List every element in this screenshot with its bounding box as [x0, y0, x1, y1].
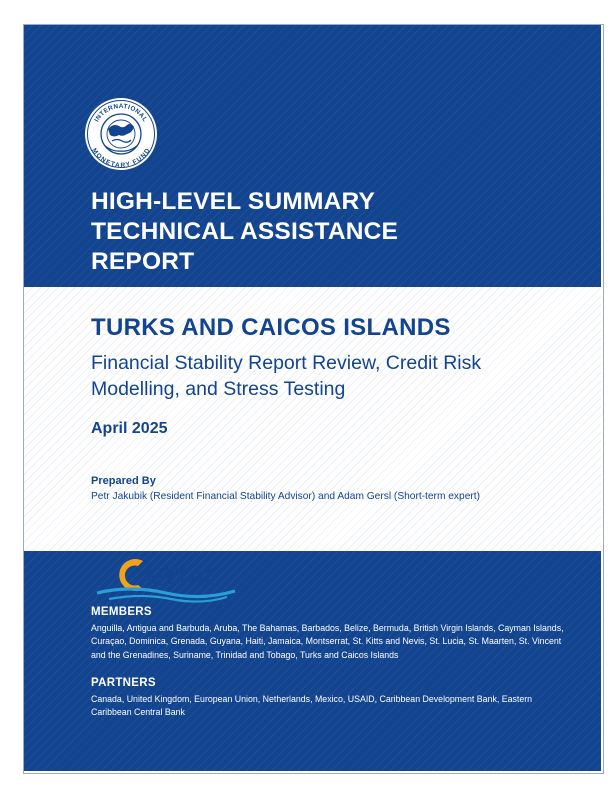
- report-type-line: REPORT: [91, 248, 195, 275]
- report-type-line: TECHNICAL ASSISTANCE: [91, 218, 399, 245]
- svg-text:INTERNATIONAL: INTERNATIONAL: [93, 103, 149, 124]
- svg-text:ARTAC: ARTAC: [141, 564, 223, 591]
- members-line: and the Grenadines, Suriname, Trinidad and Tobago, Turks and Caicos Islands: [91, 649, 399, 660]
- subtitle-line: Modelling, and Stress Testing: [91, 378, 346, 400]
- members-heading: MEMBERS: [91, 606, 152, 618]
- cartac-logo: [91, 555, 241, 603]
- country-title: TURKS AND CAICOS ISLANDS: [91, 314, 451, 341]
- members-line: Curaçao, Dominica, Grenada, Guyana, Haiti, Jamaica, Montserrat, St. Kitts and Nevis, St. Lucia, St. Maarten, St. Vincent: [91, 636, 562, 647]
- prepared-by-names: Petr Jakubik (Resident Financial Stability Advisor) and Adam Gersl (Short-term expert): [91, 491, 480, 502]
- subtitle-line: Financial Stability Report Review, Credit Risk: [91, 352, 482, 374]
- partners-line: Canada, United Kingdom, European Union, Netherlands, Mexico, USAID, Caribbean Development Bank, Eastern: [91, 694, 533, 704]
- report-date: April 2025: [91, 420, 168, 437]
- members-line: Anguilla, Antigua and Barbuda, Aruba, The Bahamas, Barbados, Belize, Bermuda, British Virgin Islands, Cayman Islands,: [91, 623, 564, 633]
- imf-seal-logo: [83, 96, 159, 172]
- partners-heading: PARTNERS: [91, 677, 156, 689]
- report-type-title: [91, 187, 561, 277]
- partners-list: [91, 693, 578, 720]
- members-list: [91, 622, 578, 662]
- svg-text:MONETARY FUND: MONETARY FUND: [90, 147, 152, 170]
- report-type-line: HIGH-LEVEL SUMMARY: [91, 188, 375, 215]
- report-subtitle: [91, 350, 561, 402]
- prepared-by-label: Prepared By: [91, 475, 156, 487]
- partners-line: Caribbean Central Bank: [91, 707, 185, 718]
